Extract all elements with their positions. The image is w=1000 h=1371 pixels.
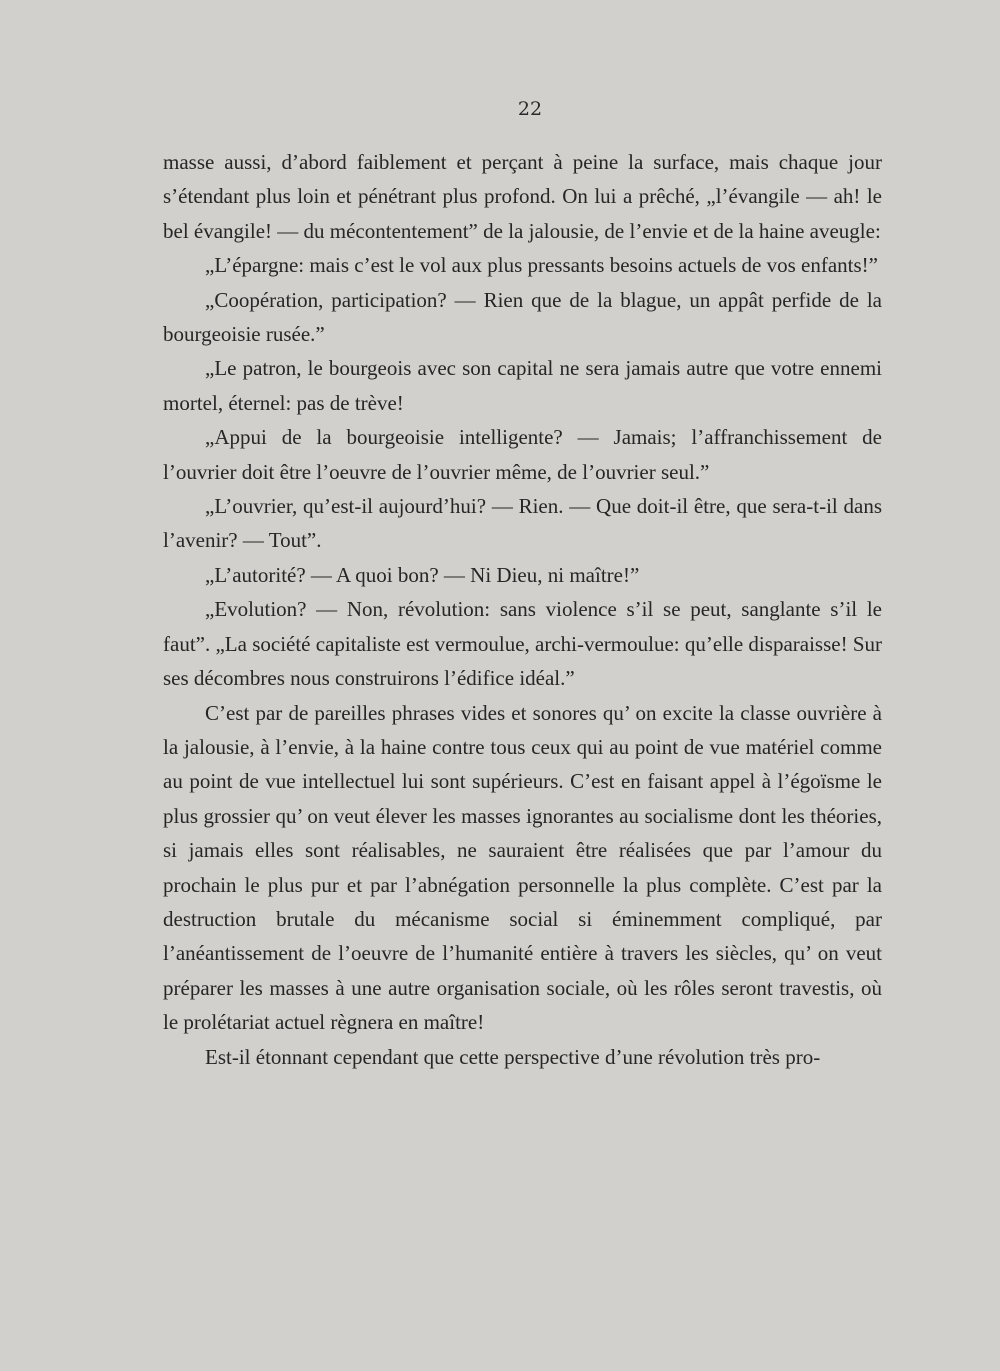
paragraph: Est-il étonnant cependant que cette perspective d’une révolution très pro- — [205, 1044, 821, 1069]
paragraph: „Appui de la bourgeoisie intelligente? — Jamais; l’affranchissement de l’ouvrier doit être l’oeuvre de l’ouvrier même, de l’ouvrier seul.” — [163, 425, 882, 484]
body-text — [163, 145, 882, 1074]
paragraph: „L’autorité? — A quoi bon? — Ni Dieu, ni maître!” — [205, 562, 640, 587]
paragraph: „Coopération, participation? — Rien que de la blague, un appât perfide de la bourgeoisie rusée.” — [163, 287, 882, 347]
paragraph: „Evolution? — Non, révolution: sans violence s’il se peut, sanglante s’il le faut”. „La société capitaliste est vermoulue, archi-vermoulue: qu’elle disparaisse! Sur ses décombres nous construirons l’édifice idéal.” — [163, 597, 882, 691]
paragraph: „L’ouvrier, qu’est-il aujourd’hui? — Rien. — Que doit-il être, que sera-t-il dans l’avenir? — Tout”. — [163, 494, 882, 553]
page-number: 22 — [517, 98, 543, 120]
paragraph: masse aussi, d’abord faiblement et perçant à peine la surface, mais chaque jour s’étendant plus loin et pénétrant plus profond. On lui a prêché, „l’évangile — ah! le bel évangile! — du mécontentement” de la jalousie, de l’envie et de la haine aveugle: — [163, 150, 882, 243]
paragraph: „L’épargne: mais c’est le vol aux plus pressants besoins actuels de vos enfants!” — [205, 253, 878, 278]
paragraph: C’est par de pareilles phrases vides et sonores qu’ on excite la classe ouvrière à la jalousie, à l’envie, à la haine contre tous ceux qui au point de vue matériel comme au point de vue intellectuel lui sont supérieurs. C’est en faisant appel à l’égoïsme le plus grossier qu’ on veut élever les masses ignorantes au socialisme dont les théories, si jamais elles sont réalisables, ne sauraient être réalisées que par l’amour du prochain le plus pur et par l’abnégation personnelle la plus complète. C’est par la destruction brutale du mécanisme social si éminemment compliqué, par l’anéantissement de l’oeuvre de l’humanité entière à travers les siècles, qu’ on veut préparer les masses à une autre organisation sociale, où les rôles seront travestis, où le prolétariat actuel règnera en maître! — [163, 700, 882, 1035]
paragraph: „Le patron, le bourgeois avec son capital ne sera jamais autre que votre ennemi mortel, éternel: pas de trève! — [163, 356, 882, 415]
